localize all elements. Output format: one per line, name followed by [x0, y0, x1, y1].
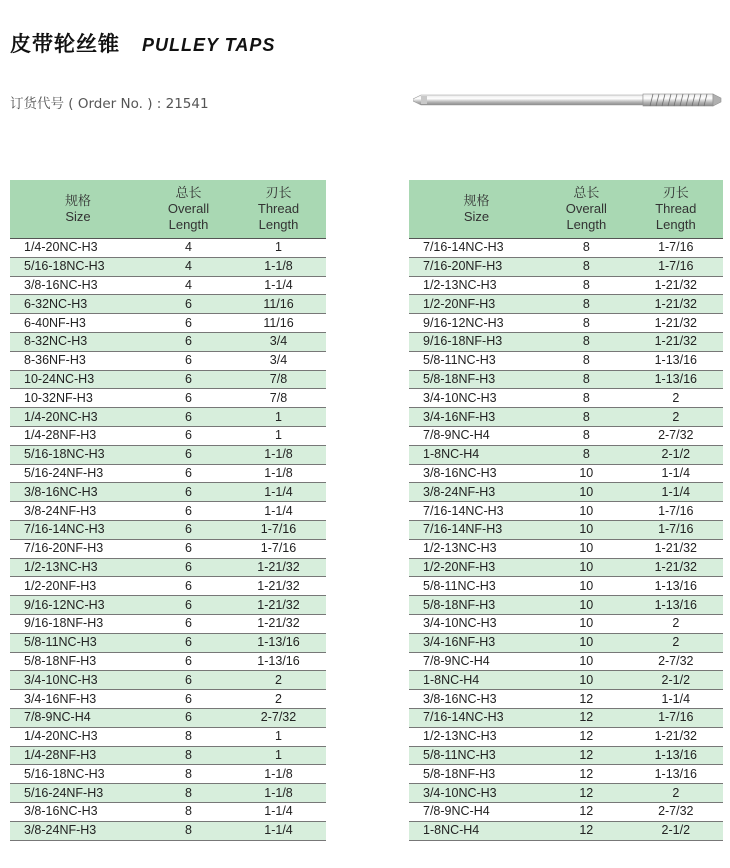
- table-row: [409, 295, 723, 314]
- thread-length-cell: 1-21/32: [629, 539, 723, 558]
- thread-length-cell: 11/16: [231, 314, 326, 333]
- table-row: [409, 332, 723, 351]
- table-row: [10, 746, 326, 765]
- size-cell: 3/8-24NF-H3: [10, 502, 146, 521]
- thread-length-cell: 2: [629, 784, 723, 803]
- table-row: [409, 483, 723, 502]
- table-row: [10, 596, 326, 615]
- overall-length-cell: 10: [544, 577, 629, 596]
- overall-length-cell: 6: [146, 690, 231, 709]
- title-chinese: 皮带轮丝锥: [10, 32, 120, 56]
- thread-length-cell: 2-1/2: [629, 671, 723, 690]
- overall-length-cell: 8: [544, 389, 629, 408]
- overall-length-cell: 12: [544, 727, 629, 746]
- table-row: [10, 652, 326, 671]
- overall-length-cell: 8: [544, 314, 629, 333]
- table-row: [10, 445, 326, 464]
- overall-length-cell: 8: [544, 276, 629, 295]
- overall-length-header: 总长 Overall Length: [544, 180, 629, 239]
- table-row: [10, 426, 326, 445]
- table-row: [409, 464, 723, 483]
- table-row: [10, 389, 326, 408]
- table-row: [409, 652, 723, 671]
- thread-length-cell: 1-7/16: [629, 502, 723, 521]
- table-row: [10, 802, 326, 821]
- overall-length-cell: 10: [544, 596, 629, 615]
- table-row: [10, 276, 326, 295]
- size-cell: 7/16-20NF-H3: [409, 257, 544, 276]
- table-row: [10, 765, 326, 784]
- thread-length-cell: 2: [629, 389, 723, 408]
- overall-length-cell: 8: [544, 257, 629, 276]
- thread-length-cell: 1-21/32: [231, 558, 326, 577]
- size-cell: 5/16-18NC-H3: [10, 445, 146, 464]
- overall-length-cell: 6: [146, 408, 231, 427]
- overall-length-cell: 6: [146, 445, 231, 464]
- table-row: [10, 464, 326, 483]
- table-row: [409, 671, 723, 690]
- thread-length-cell: 1: [231, 727, 326, 746]
- size-cell: 1/4-20NC-H3: [10, 239, 146, 258]
- thread-length-cell: 1-1/4: [231, 802, 326, 821]
- overall-length-cell: 8: [146, 746, 231, 765]
- overall-length-cell: 6: [146, 614, 231, 633]
- thread-length-cell: 1-7/16: [629, 239, 723, 258]
- table-row: [409, 314, 723, 333]
- thread-length-cell: 2-1/2: [629, 445, 723, 464]
- size-cell: 7/16-14NF-H3: [409, 520, 544, 539]
- page-title: [10, 28, 275, 58]
- thread-length-cell: 1: [231, 239, 326, 258]
- overall-length-cell: 8: [146, 727, 231, 746]
- table-row: [10, 295, 326, 314]
- table-row: [409, 596, 723, 615]
- overall-length-header: 总长 Overall Length: [146, 180, 231, 239]
- thread-length-cell: 1-1/8: [231, 257, 326, 276]
- table-row: [10, 558, 326, 577]
- size-cell: 3/8-16NC-H3: [10, 276, 146, 295]
- size-cell: 9/16-18NF-H3: [10, 614, 146, 633]
- table-row: [10, 239, 326, 258]
- thread-length-cell: 3/4: [231, 332, 326, 351]
- size-cell: 3/4-16NF-H3: [10, 690, 146, 709]
- size-cell: 1-8NC-H4: [409, 671, 544, 690]
- thread-length-cell: 1: [231, 408, 326, 427]
- table-row: [409, 445, 723, 464]
- thread-length-cell: 1-21/32: [629, 314, 723, 333]
- overall-length-cell: 6: [146, 539, 231, 558]
- table-row: [10, 502, 326, 521]
- size-cell: 1/2-20NF-H3: [409, 295, 544, 314]
- size-cell: 1-8NC-H4: [409, 821, 544, 840]
- table-row: [409, 558, 723, 577]
- table-row: [10, 483, 326, 502]
- overall-length-cell: 12: [544, 821, 629, 840]
- size-header: 规格 Size: [409, 180, 544, 239]
- thread-length-cell: 1-1/8: [231, 765, 326, 784]
- size-cell: 3/8-16NC-H3: [409, 690, 544, 709]
- overall-length-cell: 8: [544, 351, 629, 370]
- thread-length-cell: 1-1/4: [629, 464, 723, 483]
- overall-length-cell: 10: [544, 652, 629, 671]
- size-cell: 7/16-14NC-H3: [409, 502, 544, 521]
- thread-length-cell: 1-1/4: [231, 483, 326, 502]
- overall-length-cell: 8: [544, 239, 629, 258]
- size-cell: 9/16-12NC-H3: [409, 314, 544, 333]
- overall-length-cell: 6: [146, 652, 231, 671]
- size-cell: 6-32NC-H3: [10, 295, 146, 314]
- overall-length-cell: 6: [146, 708, 231, 727]
- overall-length-cell: 6: [146, 314, 231, 333]
- size-cell: 1/4-28NF-H3: [10, 746, 146, 765]
- order-number: 订货代号 ( Order No. ) : 21541: [10, 96, 209, 112]
- size-cell: 3/4-16NF-H3: [409, 633, 544, 652]
- overall-length-cell: 4: [146, 257, 231, 276]
- size-cell: 3/8-16NC-H3: [10, 802, 146, 821]
- table-row: [10, 332, 326, 351]
- thread-length-cell: 1-21/32: [629, 558, 723, 577]
- thread-length-cell: 7/8: [231, 370, 326, 389]
- size-cell: 5/8-18NF-H3: [409, 596, 544, 615]
- thread-length-cell: 1-1/4: [231, 821, 326, 840]
- overall-length-cell: 6: [146, 426, 231, 445]
- size-cell: 3/4-10NC-H3: [409, 784, 544, 803]
- size-cell: 5/16-18NC-H3: [10, 257, 146, 276]
- title-english: PULLEY TAPS: [142, 35, 276, 55]
- thread-length-header: 刃长 Thread Length: [231, 180, 326, 239]
- thread-length-cell: 1-1/4: [231, 502, 326, 521]
- overall-length-cell: 12: [544, 802, 629, 821]
- thread-length-cell: 1: [231, 746, 326, 765]
- size-cell: 1/4-20NC-H3: [10, 727, 146, 746]
- thread-length-cell: 2-7/32: [629, 652, 723, 671]
- size-cell: 5/8-18NF-H3: [409, 765, 544, 784]
- table-row: [409, 821, 723, 840]
- table-header-row: [409, 180, 723, 239]
- size-cell: 1/2-20NF-H3: [409, 558, 544, 577]
- size-cell: 1/2-13NC-H3: [409, 539, 544, 558]
- table-row: [409, 633, 723, 652]
- table-row: [10, 408, 326, 427]
- size-cell: 7/8-9NC-H4: [10, 708, 146, 727]
- size-cell: 8-36NF-H3: [10, 351, 146, 370]
- thread-length-cell: 2-1/2: [629, 821, 723, 840]
- size-cell: 5/8-11NC-H3: [409, 577, 544, 596]
- size-cell: 1/2-13NC-H3: [409, 276, 544, 295]
- thread-length-cell: 11/16: [231, 295, 326, 314]
- table-row: [409, 614, 723, 633]
- overall-length-cell: 6: [146, 483, 231, 502]
- size-cell: 3/8-16NC-H3: [10, 483, 146, 502]
- table-row: [409, 370, 723, 389]
- thread-length-cell: 1-1/8: [231, 784, 326, 803]
- thread-length-cell: 1-13/16: [629, 765, 723, 784]
- table-row: [409, 276, 723, 295]
- thread-length-cell: 1-21/32: [629, 295, 723, 314]
- table-row: [409, 577, 723, 596]
- table-row: [409, 239, 723, 258]
- table-row: [10, 351, 326, 370]
- table-row: [409, 746, 723, 765]
- overall-length-cell: 6: [146, 558, 231, 577]
- size-header: 规格 Size: [10, 180, 146, 239]
- size-cell: 7/16-14NC-H3: [409, 239, 544, 258]
- thread-length-cell: 2-7/32: [629, 802, 723, 821]
- table-row: [409, 520, 723, 539]
- overall-length-cell: 10: [544, 539, 629, 558]
- size-cell: 5/8-18NF-H3: [409, 370, 544, 389]
- size-cell: 6-40NF-H3: [10, 314, 146, 333]
- thread-length-cell: 1-13/16: [629, 351, 723, 370]
- overall-length-cell: 10: [544, 558, 629, 577]
- overall-length-cell: 6: [146, 577, 231, 596]
- thread-length-cell: 1-1/4: [629, 690, 723, 709]
- size-cell: 5/8-11NC-H3: [409, 746, 544, 765]
- overall-length-cell: 8: [146, 765, 231, 784]
- thread-length-cell: 1-7/16: [231, 539, 326, 558]
- size-cell: 5/16-24NF-H3: [10, 784, 146, 803]
- size-cell: 3/4-10NC-H3: [10, 671, 146, 690]
- size-cell: 1/2-20NF-H3: [10, 577, 146, 596]
- size-cell: 3/8-24NF-H3: [10, 821, 146, 840]
- thread-length-cell: 3/4: [231, 351, 326, 370]
- overall-length-cell: 4: [146, 276, 231, 295]
- thread-length-cell: 1-7/16: [629, 708, 723, 727]
- thread-length-cell: 7/8: [231, 389, 326, 408]
- size-cell: 5/8-11NC-H3: [10, 633, 146, 652]
- thread-length-cell: 2-7/32: [629, 426, 723, 445]
- overall-length-cell: 6: [146, 370, 231, 389]
- table-row: [10, 727, 326, 746]
- size-cell: 3/4-10NC-H3: [409, 389, 544, 408]
- overall-length-cell: 8: [544, 445, 629, 464]
- thread-length-cell: 1-21/32: [629, 276, 723, 295]
- table-row: [409, 502, 723, 521]
- size-cell: 5/8-18NF-H3: [10, 652, 146, 671]
- overall-length-cell: 8: [544, 408, 629, 427]
- thread-length-cell: 1-13/16: [629, 746, 723, 765]
- overall-length-cell: 6: [146, 502, 231, 521]
- table-row: [409, 351, 723, 370]
- table-row: [409, 690, 723, 709]
- overall-length-cell: 8: [146, 821, 231, 840]
- overall-length-cell: 6: [146, 389, 231, 408]
- left-spec-table: [10, 180, 326, 841]
- thread-length-cell: 1-13/16: [231, 652, 326, 671]
- right-spec-table: [409, 180, 723, 841]
- size-cell: 8-32NC-H3: [10, 332, 146, 351]
- thread-length-cell: 1-7/16: [231, 520, 326, 539]
- overall-length-cell: 8: [544, 332, 629, 351]
- table-row: [10, 784, 326, 803]
- tap-tool-icon: [413, 90, 723, 110]
- overall-length-cell: 12: [544, 765, 629, 784]
- table-row: [10, 671, 326, 690]
- size-cell: 1/4-28NF-H3: [10, 426, 146, 445]
- thread-length-cell: 1-13/16: [629, 577, 723, 596]
- overall-length-cell: 6: [146, 520, 231, 539]
- table-header-row: [10, 180, 326, 239]
- table-row: [409, 426, 723, 445]
- thread-length-cell: 2: [231, 671, 326, 690]
- thread-length-cell: 1-1/8: [231, 464, 326, 483]
- size-cell: 9/16-18NF-H3: [409, 332, 544, 351]
- overall-length-cell: 10: [544, 483, 629, 502]
- overall-length-cell: 10: [544, 502, 629, 521]
- table-row: [409, 408, 723, 427]
- thread-length-cell: 1-7/16: [629, 520, 723, 539]
- thread-length-cell: 1-21/32: [231, 577, 326, 596]
- table-row: [10, 520, 326, 539]
- overall-length-cell: 10: [544, 520, 629, 539]
- overall-length-cell: 8: [146, 802, 231, 821]
- size-cell: 1-8NC-H4: [409, 445, 544, 464]
- size-cell: 3/8-24NF-H3: [409, 483, 544, 502]
- thread-length-cell: 2: [629, 614, 723, 633]
- table-row: [10, 708, 326, 727]
- overall-length-cell: 10: [544, 671, 629, 690]
- overall-length-cell: 10: [544, 633, 629, 652]
- thread-length-cell: 1-21/32: [231, 614, 326, 633]
- overall-length-cell: 6: [146, 332, 231, 351]
- table-row: [10, 614, 326, 633]
- thread-length-cell: 1-1/8: [231, 445, 326, 464]
- table-row: [10, 257, 326, 276]
- overall-length-cell: 12: [544, 708, 629, 727]
- overall-length-cell: 6: [146, 671, 231, 690]
- overall-length-cell: 4: [146, 239, 231, 258]
- size-cell: 10-32NF-H3: [10, 389, 146, 408]
- size-cell: 7/8-9NC-H4: [409, 652, 544, 671]
- table-row: [10, 577, 326, 596]
- thread-length-header: 刃长 Thread Length: [629, 180, 723, 239]
- size-cell: 5/8-11NC-H3: [409, 351, 544, 370]
- size-cell: 7/8-9NC-H4: [409, 426, 544, 445]
- table-row: [409, 765, 723, 784]
- overall-length-cell: 8: [146, 784, 231, 803]
- size-cell: 1/4-20NC-H3: [10, 408, 146, 427]
- thread-length-cell: 2-7/32: [231, 708, 326, 727]
- table-row: [10, 821, 326, 840]
- thread-length-cell: 1-7/16: [629, 257, 723, 276]
- overall-length-cell: 6: [146, 351, 231, 370]
- table-row: [10, 633, 326, 652]
- size-cell: 7/16-14NC-H3: [409, 708, 544, 727]
- thread-length-cell: 1-1/4: [629, 483, 723, 502]
- table-row: [409, 257, 723, 276]
- thread-length-cell: 1-13/16: [629, 596, 723, 615]
- thread-length-cell: 1-21/32: [629, 332, 723, 351]
- size-cell: 1/2-13NC-H3: [409, 727, 544, 746]
- table-row: [409, 708, 723, 727]
- overall-length-cell: 12: [544, 746, 629, 765]
- thread-length-cell: 1-13/16: [629, 370, 723, 389]
- size-cell: 10-24NC-H3: [10, 370, 146, 389]
- thread-length-cell: 1-21/32: [629, 727, 723, 746]
- overall-length-cell: 6: [146, 596, 231, 615]
- size-cell: 7/16-14NC-H3: [10, 520, 146, 539]
- size-cell: 3/4-10NC-H3: [409, 614, 544, 633]
- size-cell: 1/2-13NC-H3: [10, 558, 146, 577]
- size-cell: 7/16-20NF-H3: [10, 539, 146, 558]
- size-cell: 3/8-16NC-H3: [409, 464, 544, 483]
- thread-length-cell: 2: [231, 690, 326, 709]
- table-row: [409, 784, 723, 803]
- table-row: [10, 314, 326, 333]
- table-row: [10, 690, 326, 709]
- thread-length-cell: 1: [231, 426, 326, 445]
- overall-length-cell: 6: [146, 464, 231, 483]
- table-row: [10, 370, 326, 389]
- overall-length-cell: 8: [544, 370, 629, 389]
- overall-length-cell: 6: [146, 295, 231, 314]
- overall-length-cell: 6: [146, 633, 231, 652]
- thread-length-cell: 1-13/16: [231, 633, 326, 652]
- table-row: [409, 539, 723, 558]
- thread-length-cell: 2: [629, 633, 723, 652]
- size-cell: 3/4-16NF-H3: [409, 408, 544, 427]
- size-cell: 7/8-9NC-H4: [409, 802, 544, 821]
- overall-length-cell: 12: [544, 784, 629, 803]
- table-row: [409, 802, 723, 821]
- table-row: [409, 389, 723, 408]
- size-cell: 5/16-18NC-H3: [10, 765, 146, 784]
- table-row: [10, 539, 326, 558]
- overall-length-cell: 10: [544, 614, 629, 633]
- thread-length-cell: 1-21/32: [231, 596, 326, 615]
- size-cell: 9/16-12NC-H3: [10, 596, 146, 615]
- overall-length-cell: 10: [544, 464, 629, 483]
- size-cell: 5/16-24NF-H3: [10, 464, 146, 483]
- overall-length-cell: 8: [544, 295, 629, 314]
- overall-length-cell: 12: [544, 690, 629, 709]
- thread-length-cell: 2: [629, 408, 723, 427]
- overall-length-cell: 8: [544, 426, 629, 445]
- table-row: [409, 727, 723, 746]
- thread-length-cell: 1-1/4: [231, 276, 326, 295]
